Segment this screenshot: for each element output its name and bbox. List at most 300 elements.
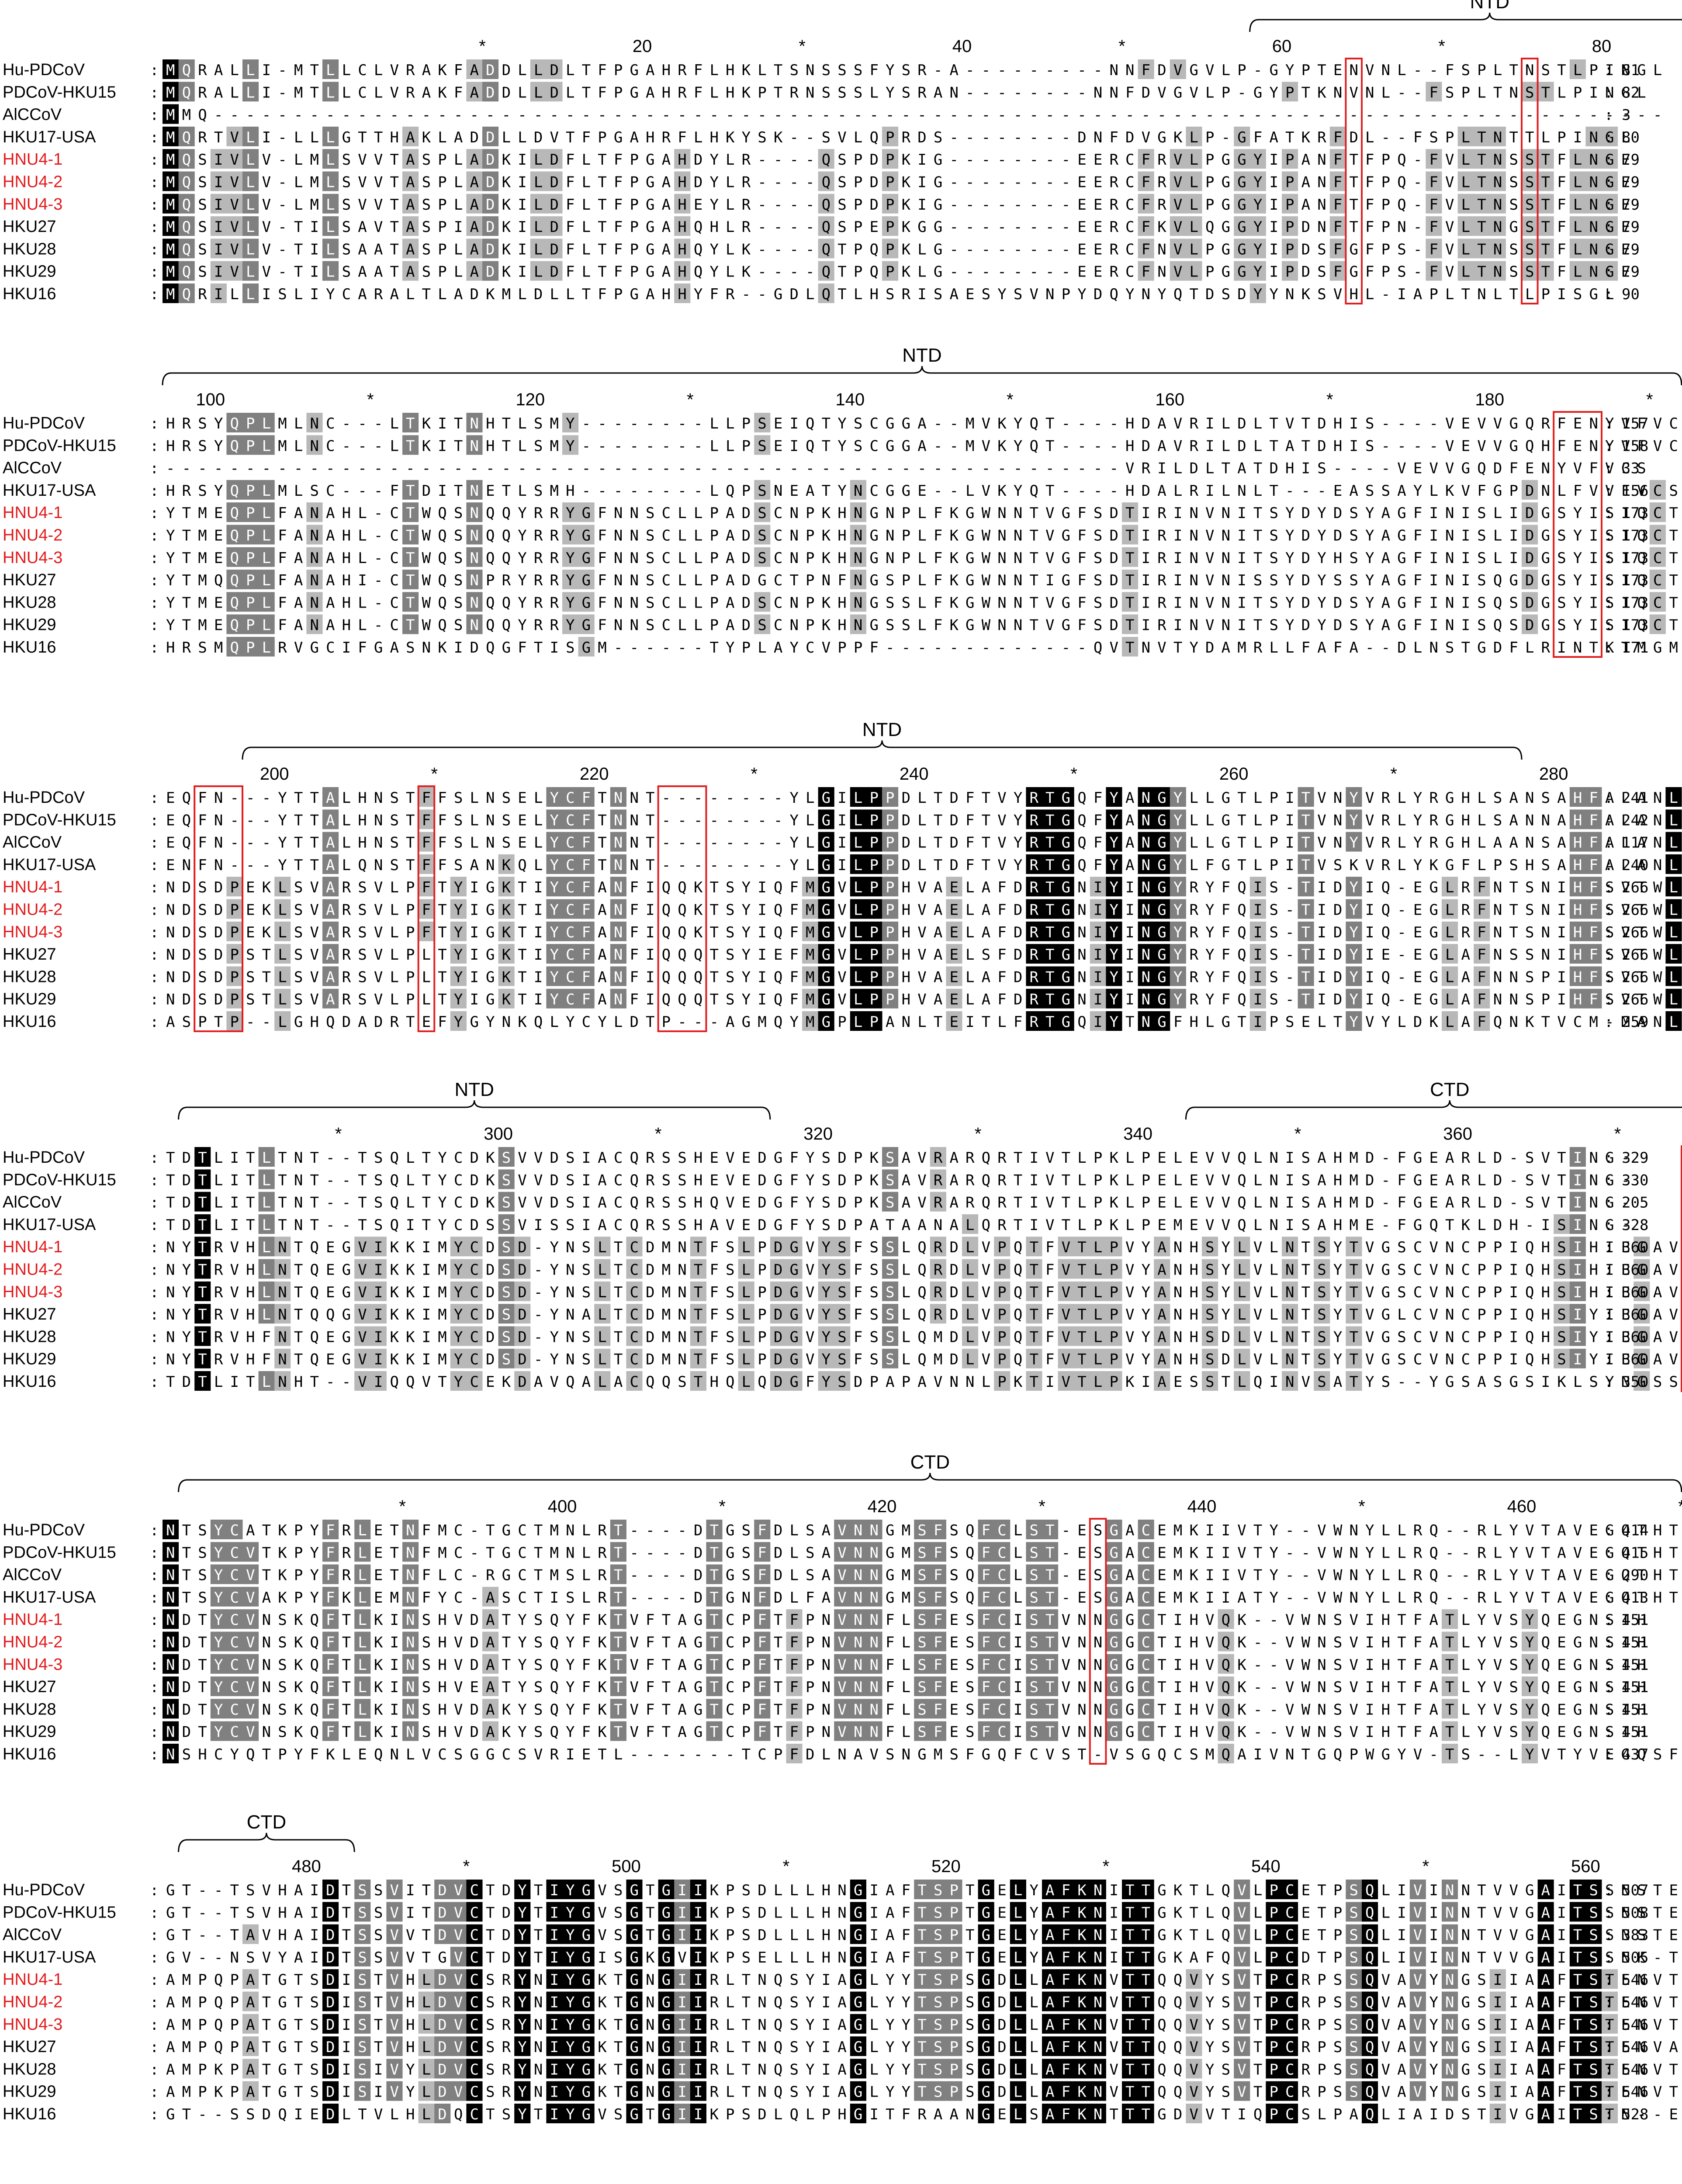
residue: -	[1109, 460, 1118, 477]
residue: W	[1653, 968, 1662, 986]
residue: I	[470, 902, 478, 919]
residue: L	[342, 834, 351, 852]
residue: I	[1125, 946, 1134, 964]
residue: -	[1381, 460, 1390, 477]
residue: H	[246, 1239, 255, 1256]
residue: V	[1653, 437, 1662, 455]
residue: R	[934, 1171, 943, 1189]
residue: -	[1413, 415, 1422, 432]
residue: -	[358, 107, 367, 124]
residue: C	[566, 857, 575, 874]
residue: T	[1077, 1284, 1086, 1301]
residue: E	[1525, 460, 1534, 477]
residue: Y	[550, 1328, 558, 1346]
residue: Y	[1365, 527, 1374, 545]
residue: P	[1285, 263, 1294, 281]
residue: D	[949, 834, 958, 852]
residue: H	[310, 1013, 318, 1031]
residue: -	[709, 789, 718, 807]
ruler-position: 120	[516, 390, 545, 409]
residue: L	[1669, 857, 1678, 874]
residue: T	[166, 1216, 175, 1234]
residue: H	[709, 129, 718, 146]
residue: T	[838, 241, 846, 258]
residue: L	[1397, 812, 1406, 829]
residue: L	[1253, 1194, 1262, 1212]
residue: S	[1525, 174, 1534, 191]
residue: P	[246, 617, 255, 634]
residue: I	[342, 639, 351, 657]
residue: R	[662, 129, 671, 146]
residue: D	[1525, 594, 1534, 612]
residue: N	[630, 789, 638, 807]
residue: L	[518, 415, 526, 432]
residue: Y	[566, 527, 575, 545]
residue: -	[694, 437, 703, 455]
residue: L	[917, 241, 926, 258]
separator-colon: :	[150, 1261, 159, 1279]
residue: I	[582, 1171, 591, 1189]
residue: S	[502, 1284, 511, 1301]
residue: -	[1157, 107, 1166, 124]
residue: S	[886, 1171, 894, 1189]
sequence-name: HKU17-USA	[3, 856, 96, 874]
residue: T	[1509, 902, 1518, 919]
residue: L	[1189, 196, 1198, 214]
residue: S	[982, 946, 990, 964]
residue: V	[1173, 62, 1182, 79]
residue: -	[789, 151, 798, 169]
residue: I	[1125, 902, 1134, 919]
ruler-star: *	[687, 390, 694, 409]
residue: C	[1573, 1013, 1582, 1031]
residue: Q	[182, 129, 191, 146]
residue: -	[166, 460, 175, 477]
residue: S	[342, 151, 351, 169]
residue: E	[709, 1171, 718, 1189]
residue: -	[709, 812, 718, 829]
residue: L	[742, 1261, 751, 1279]
residue: G	[342, 1306, 351, 1324]
residue: F	[1413, 572, 1422, 589]
residue: P	[438, 196, 446, 214]
residue: I	[1285, 834, 1294, 852]
residue: -	[789, 241, 798, 258]
residue: T	[518, 946, 526, 964]
residue: P	[438, 218, 446, 236]
residue: N	[1142, 789, 1150, 807]
separator-colon: :	[150, 594, 159, 612]
residue: T	[1237, 1013, 1246, 1031]
residue: G	[1397, 549, 1406, 567]
residue: T	[294, 1328, 303, 1346]
residue: P	[1205, 129, 1214, 146]
residue: A	[358, 263, 367, 281]
residue: A	[390, 286, 398, 303]
residue: -	[278, 241, 287, 258]
residue: D	[1397, 639, 1406, 657]
residue: T	[1045, 902, 1054, 919]
residue: T	[502, 415, 511, 432]
ruler-position: 60	[1272, 37, 1292, 56]
residue: N	[1077, 946, 1086, 964]
residue: C	[774, 549, 782, 567]
sequence-name: PDCoV-HKU15	[3, 811, 116, 829]
residue: W	[1653, 924, 1662, 941]
residue: I	[1173, 617, 1182, 634]
residue: T	[454, 415, 463, 432]
residue: H	[1333, 549, 1342, 567]
residue: -	[646, 107, 654, 124]
residue: -	[726, 460, 734, 477]
residue: Q	[358, 857, 367, 874]
residue: N	[1045, 286, 1054, 303]
sequence-name: HKU16	[3, 285, 56, 303]
residue: G	[822, 946, 831, 964]
residue: A	[934, 924, 942, 941]
residue: E	[789, 482, 798, 500]
residue: Q	[1381, 968, 1390, 986]
residue: V	[1205, 1216, 1214, 1234]
residue: N	[294, 1149, 303, 1167]
separator-colon: :	[150, 62, 159, 79]
residue: F	[854, 1284, 862, 1301]
separator-colon: :	[1604, 84, 1613, 101]
residue: M	[310, 151, 318, 169]
residue: T	[1301, 879, 1310, 896]
residue: N	[1653, 857, 1662, 874]
residue: H	[1333, 1194, 1342, 1212]
residue: V	[1589, 482, 1598, 500]
residue: F	[1589, 968, 1598, 986]
residue: M	[166, 196, 175, 214]
residue: L	[246, 84, 255, 101]
residue: Y	[1109, 924, 1118, 941]
residue: T	[1253, 594, 1262, 612]
residue: Y	[806, 1149, 814, 1167]
separator-colon: :	[1604, 129, 1613, 146]
residue: F	[582, 812, 591, 829]
residue: L	[230, 286, 239, 303]
residue: S	[198, 991, 207, 1009]
residue: -	[949, 107, 958, 124]
residue: H	[166, 482, 175, 500]
separator-colon: :	[150, 129, 159, 146]
residue: G	[1605, 241, 1614, 258]
residue: -	[1397, 924, 1406, 941]
residue: S	[902, 84, 910, 101]
residue: -	[1301, 482, 1310, 500]
residue: T	[294, 263, 303, 281]
residue: F	[198, 812, 207, 829]
residue: -	[1109, 482, 1118, 500]
residue: G	[742, 1013, 751, 1031]
residue: -	[1062, 196, 1070, 214]
residue: W	[982, 549, 991, 567]
residue: N	[678, 1284, 686, 1301]
residue: I	[406, 1216, 415, 1234]
residue: I	[838, 857, 846, 874]
residue: F	[1477, 968, 1486, 986]
residue: -	[1237, 107, 1246, 124]
residue: -	[646, 437, 654, 455]
residue: -	[1381, 415, 1390, 432]
residue: R	[1189, 902, 1198, 919]
residue: R	[550, 505, 559, 522]
residue: R	[1157, 527, 1166, 545]
residue: S	[566, 639, 575, 657]
residue: F	[709, 1239, 718, 1256]
residue: Q	[1525, 437, 1534, 455]
residue: R	[406, 62, 415, 79]
residue: Q	[917, 1261, 926, 1279]
residue: P	[997, 1239, 1006, 1256]
residue: Q	[709, 1194, 718, 1212]
residue: T	[1477, 151, 1486, 169]
residue: P	[838, 639, 846, 657]
residue: G	[614, 129, 623, 146]
residue: A	[406, 174, 415, 191]
residue: F	[1333, 196, 1342, 214]
residue: I	[1253, 1013, 1262, 1031]
residue: D	[1333, 924, 1342, 941]
residue: C	[1413, 1261, 1422, 1279]
residue: S	[646, 549, 654, 567]
residue: S	[1605, 879, 1614, 896]
residue: T	[1349, 196, 1358, 214]
residue: A	[1317, 639, 1326, 657]
residue: N	[310, 594, 318, 612]
residue: Q	[869, 241, 878, 258]
residue: -	[1077, 639, 1086, 657]
residue: R	[1109, 174, 1118, 191]
residue: -	[1333, 107, 1342, 124]
residue: D	[949, 1239, 958, 1256]
residue: P	[742, 415, 751, 432]
residue: T	[1509, 286, 1518, 303]
residue: P	[406, 879, 415, 896]
residue: I	[1125, 924, 1134, 941]
residue: N	[1589, 241, 1598, 258]
residue: P	[886, 789, 894, 807]
residue: P	[1381, 174, 1390, 191]
residue: -	[246, 460, 255, 477]
residue: G	[1541, 594, 1550, 612]
residue: T	[262, 968, 271, 986]
residue: Q	[230, 505, 239, 522]
residue: T	[1669, 617, 1678, 634]
residue: P	[438, 151, 446, 169]
residue: F	[966, 857, 974, 874]
sequence-name: HNU4-2	[3, 1261, 62, 1279]
residue: L	[534, 196, 543, 214]
residue: L	[1445, 968, 1454, 986]
residue: Q	[1237, 902, 1246, 919]
residue: H	[1333, 1149, 1342, 1167]
residue: P	[1269, 812, 1278, 829]
end-position: 328	[1622, 1216, 1648, 1234]
separator-colon: :	[1604, 812, 1613, 829]
residue: S	[1381, 482, 1390, 500]
residue: Q	[774, 968, 782, 986]
residue: L	[246, 286, 255, 303]
residue: -	[678, 107, 686, 124]
residue: L	[1222, 437, 1230, 455]
residue: -	[1014, 639, 1022, 657]
residue: L	[262, 1149, 271, 1167]
residue: V	[1541, 1149, 1550, 1167]
residue: G	[1637, 1261, 1646, 1279]
residue: A	[1317, 1194, 1326, 1212]
residue: Y	[1109, 879, 1118, 896]
residue: V	[1045, 594, 1054, 612]
residue: Y	[1413, 789, 1422, 807]
residue: D	[949, 812, 958, 829]
residue: C	[614, 1171, 623, 1189]
residue: E	[1189, 1171, 1198, 1189]
residue: Y	[1014, 482, 1022, 500]
residue: -	[534, 460, 543, 477]
residue: S	[1301, 1194, 1310, 1212]
residue: Y	[789, 857, 798, 874]
residue: R	[997, 1149, 1007, 1167]
residue: S	[294, 924, 303, 941]
residue: R	[534, 617, 543, 634]
residue: K	[822, 594, 831, 612]
residue: N	[630, 857, 638, 874]
residue: -	[1381, 286, 1390, 303]
residue: -	[966, 129, 974, 146]
residue: L	[1205, 789, 1214, 807]
residue: L	[758, 639, 766, 657]
residue: P	[246, 505, 255, 522]
residue: -	[726, 857, 734, 874]
residue: I	[310, 286, 318, 303]
residue: Y	[709, 174, 718, 191]
residue: D	[182, 1216, 191, 1234]
residue: L	[1173, 460, 1182, 477]
residue: Y	[1413, 812, 1422, 829]
residue: L	[1557, 482, 1566, 500]
residue: -	[774, 857, 782, 874]
residue: I	[1429, 617, 1438, 634]
residue: E	[518, 812, 526, 829]
residue: M	[182, 107, 191, 124]
residue: E	[869, 218, 878, 236]
residue: G	[1589, 286, 1598, 303]
sequence-name: HKU28	[3, 240, 56, 258]
residue: P	[1381, 218, 1390, 236]
residue: I	[1605, 62, 1614, 79]
residue: -	[1029, 263, 1038, 281]
residue: G	[630, 84, 638, 101]
residue: A	[1445, 1149, 1454, 1167]
residue: C	[1669, 415, 1678, 432]
residue: -	[358, 415, 367, 432]
residue: D	[949, 1284, 958, 1301]
residue: R	[1461, 902, 1471, 919]
residue: G	[582, 617, 591, 634]
residue: S	[726, 1261, 734, 1279]
residue: -	[278, 218, 287, 236]
residue: V	[726, 1171, 734, 1189]
residue: N	[1109, 62, 1118, 79]
residue: S	[1477, 617, 1486, 634]
residue: L	[246, 62, 255, 79]
residue: V	[1062, 1261, 1070, 1279]
residue: -	[774, 834, 782, 852]
residue: -	[694, 107, 703, 124]
residue: Y	[886, 84, 894, 101]
residue: L	[1445, 286, 1454, 303]
residue: K	[262, 924, 271, 941]
residue: P	[1285, 84, 1294, 101]
residue: I	[758, 991, 766, 1009]
residue: Y	[1222, 1261, 1230, 1279]
residue: S	[662, 1216, 671, 1234]
end-position: 173	[1622, 527, 1648, 545]
residue: E	[694, 196, 703, 214]
residue: -	[358, 437, 367, 455]
end-position: 266	[1622, 968, 1648, 986]
residue: -	[1381, 1216, 1390, 1234]
residue: E	[422, 1013, 431, 1031]
residue: S	[198, 263, 207, 281]
residue: V	[1621, 946, 1630, 964]
residue: V	[374, 946, 383, 964]
residue: F	[1429, 241, 1438, 258]
residue: T	[982, 812, 990, 829]
residue: -	[934, 460, 942, 477]
residue: I	[1285, 789, 1294, 807]
residue: L	[422, 946, 431, 964]
residue: E	[949, 946, 958, 964]
residue: D	[774, 1239, 782, 1256]
residue: G	[1429, 991, 1438, 1009]
residue: R	[550, 617, 559, 634]
residue: G	[1429, 946, 1438, 964]
residue: G	[966, 549, 974, 567]
residue: V	[1173, 218, 1182, 236]
residue: G	[1157, 968, 1166, 986]
residue: T	[422, 286, 431, 303]
residue: Y	[1109, 1013, 1118, 1031]
residue: L	[709, 482, 718, 500]
residue: -	[262, 460, 271, 477]
residue: R	[1189, 991, 1198, 1009]
residue: R	[342, 946, 351, 964]
residue: -	[1397, 107, 1406, 124]
residue: L	[997, 1013, 1006, 1031]
residue: -	[374, 572, 383, 589]
residue: L	[694, 572, 703, 589]
residue: T	[1461, 639, 1470, 657]
residue: N	[1077, 968, 1086, 986]
residue: T	[438, 991, 446, 1009]
residue: T	[1301, 1284, 1310, 1301]
residue: I	[1253, 991, 1262, 1009]
residue: S	[582, 1328, 591, 1346]
residue: V	[1349, 84, 1358, 101]
residue: -	[997, 107, 1006, 124]
residue: -	[438, 107, 446, 124]
residue: K	[438, 84, 447, 101]
residue: I	[230, 1194, 239, 1212]
residue: V	[374, 968, 383, 986]
residue: D	[182, 1171, 191, 1189]
residue: T	[358, 1194, 367, 1212]
residue: C	[1653, 505, 1662, 522]
